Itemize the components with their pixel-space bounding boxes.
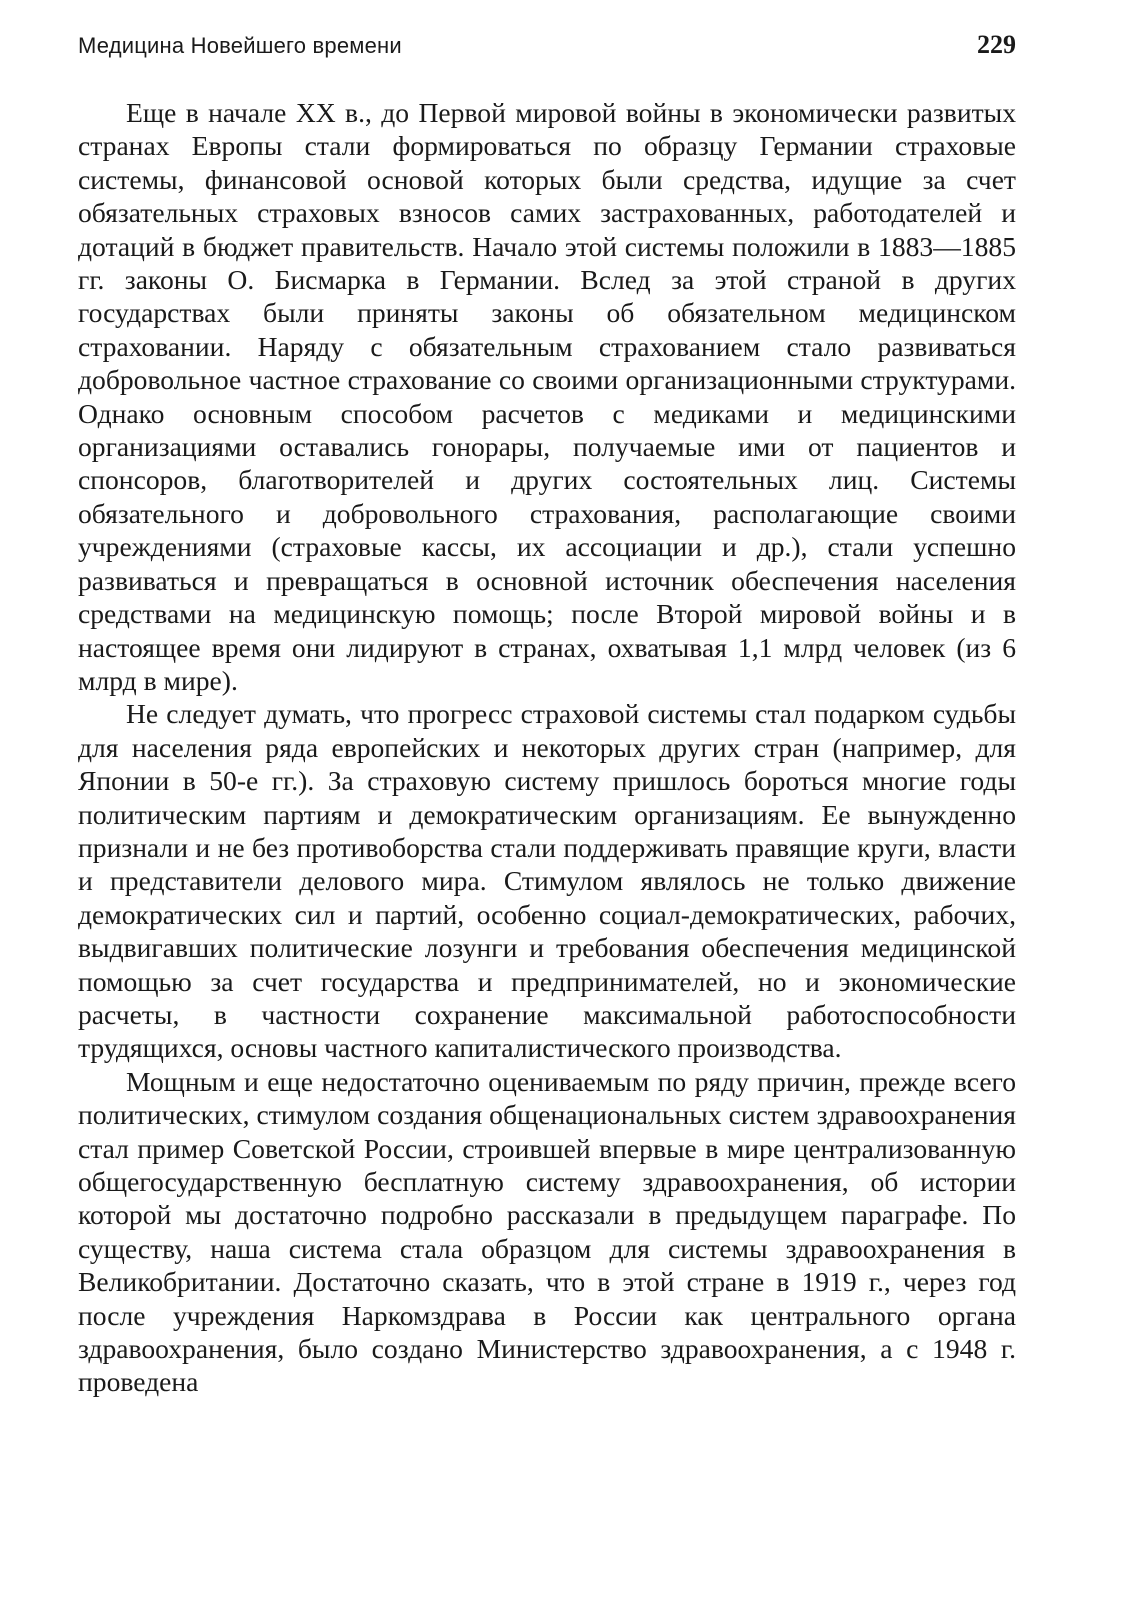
paragraph-3: Мощным и еще недостаточно оцениваемым по ряду причин, прежде всего политических, стимулом создания общенациональных систем здравоохранения стал пример Советской России, строившей впервые в мире централизованную общегосударственную бесплатную систему здравоохранения, об истории которой мы достаточно подробно рассказали в предыдущем параграфе. По существу, наша система стала образцом для системы здравоохранения в Великобритании. Достаточно сказать, что в этой стране в 1919 г., через год после учреждения Наркомздрава в России как центрального органа здравоохранения, было создано Министерство здравоохранения, а с 1948 г. проведена (78, 1065, 1016, 1398)
running-title: Медицина Новейшего времени (78, 33, 402, 58)
running-head (78, 30, 1016, 66)
paragraph-2: Не следует думать, что прогресс страховой системы стал подарком судьбы для населения ряда европейских и некоторых других стран (например, для Японии в 50-е гг.). За страховую систему пришлось бороться многие годы политическим партиям и демократическим организациям. Ее вынужденно признали и не без противоборства стали поддерживать правящие круги, власти и представители делового мира. Стимулом являлось не только движение демократических сил и партий, особенно социал-демократических, рабочих, выдвигавших политические лозунги и требования обеспечения медицинской помощью за счет государства и предпринимателей, но и экономические расчеты, в частности сохранение максимальной работоспособности трудящихся, основы частного капиталистического производства. (78, 698, 1016, 1064)
paragraph-1: Еще в начале XX в., до Первой мировой войны в экономически развитых странах Европы стали формироваться по образцу Германии страховые системы, финансовой основой которых были средства, идущие за счет обязательных страховых взносов самих застрахованных, работодателей и дотаций в бюджет правительств. Начало этой системы положили в 1883—1885 гг. законы О. Бисмарка в Германии. Вслед за этой страной в других государствах были приняты законы об обязательном медицинском страховании. Наряду с обязательным страхованием стало развиваться добровольное частное страхование со своими организационными структурами. Однако основным способом расчетов с медиками и медицинскими организациями оставались гонорары, получаемые ими от пациентов и спонсоров, благотворителей и других состоятельных лиц. Системы обязательного и добровольного страхования, располагающие своими учреждениями (страховые кассы, их ассоциации и др.), стали успешно развиваться и превращаться в основной источник обеспечения населения средствами на медицинскую помощь; после Второй мировой войны и в настоящее время они лидируют в странах, охватывая 1,1 млрд человек (из 6 млрд в мире). (78, 97, 1016, 696)
page-number: 229 (977, 30, 1016, 59)
body-text (78, 96, 1016, 1399)
